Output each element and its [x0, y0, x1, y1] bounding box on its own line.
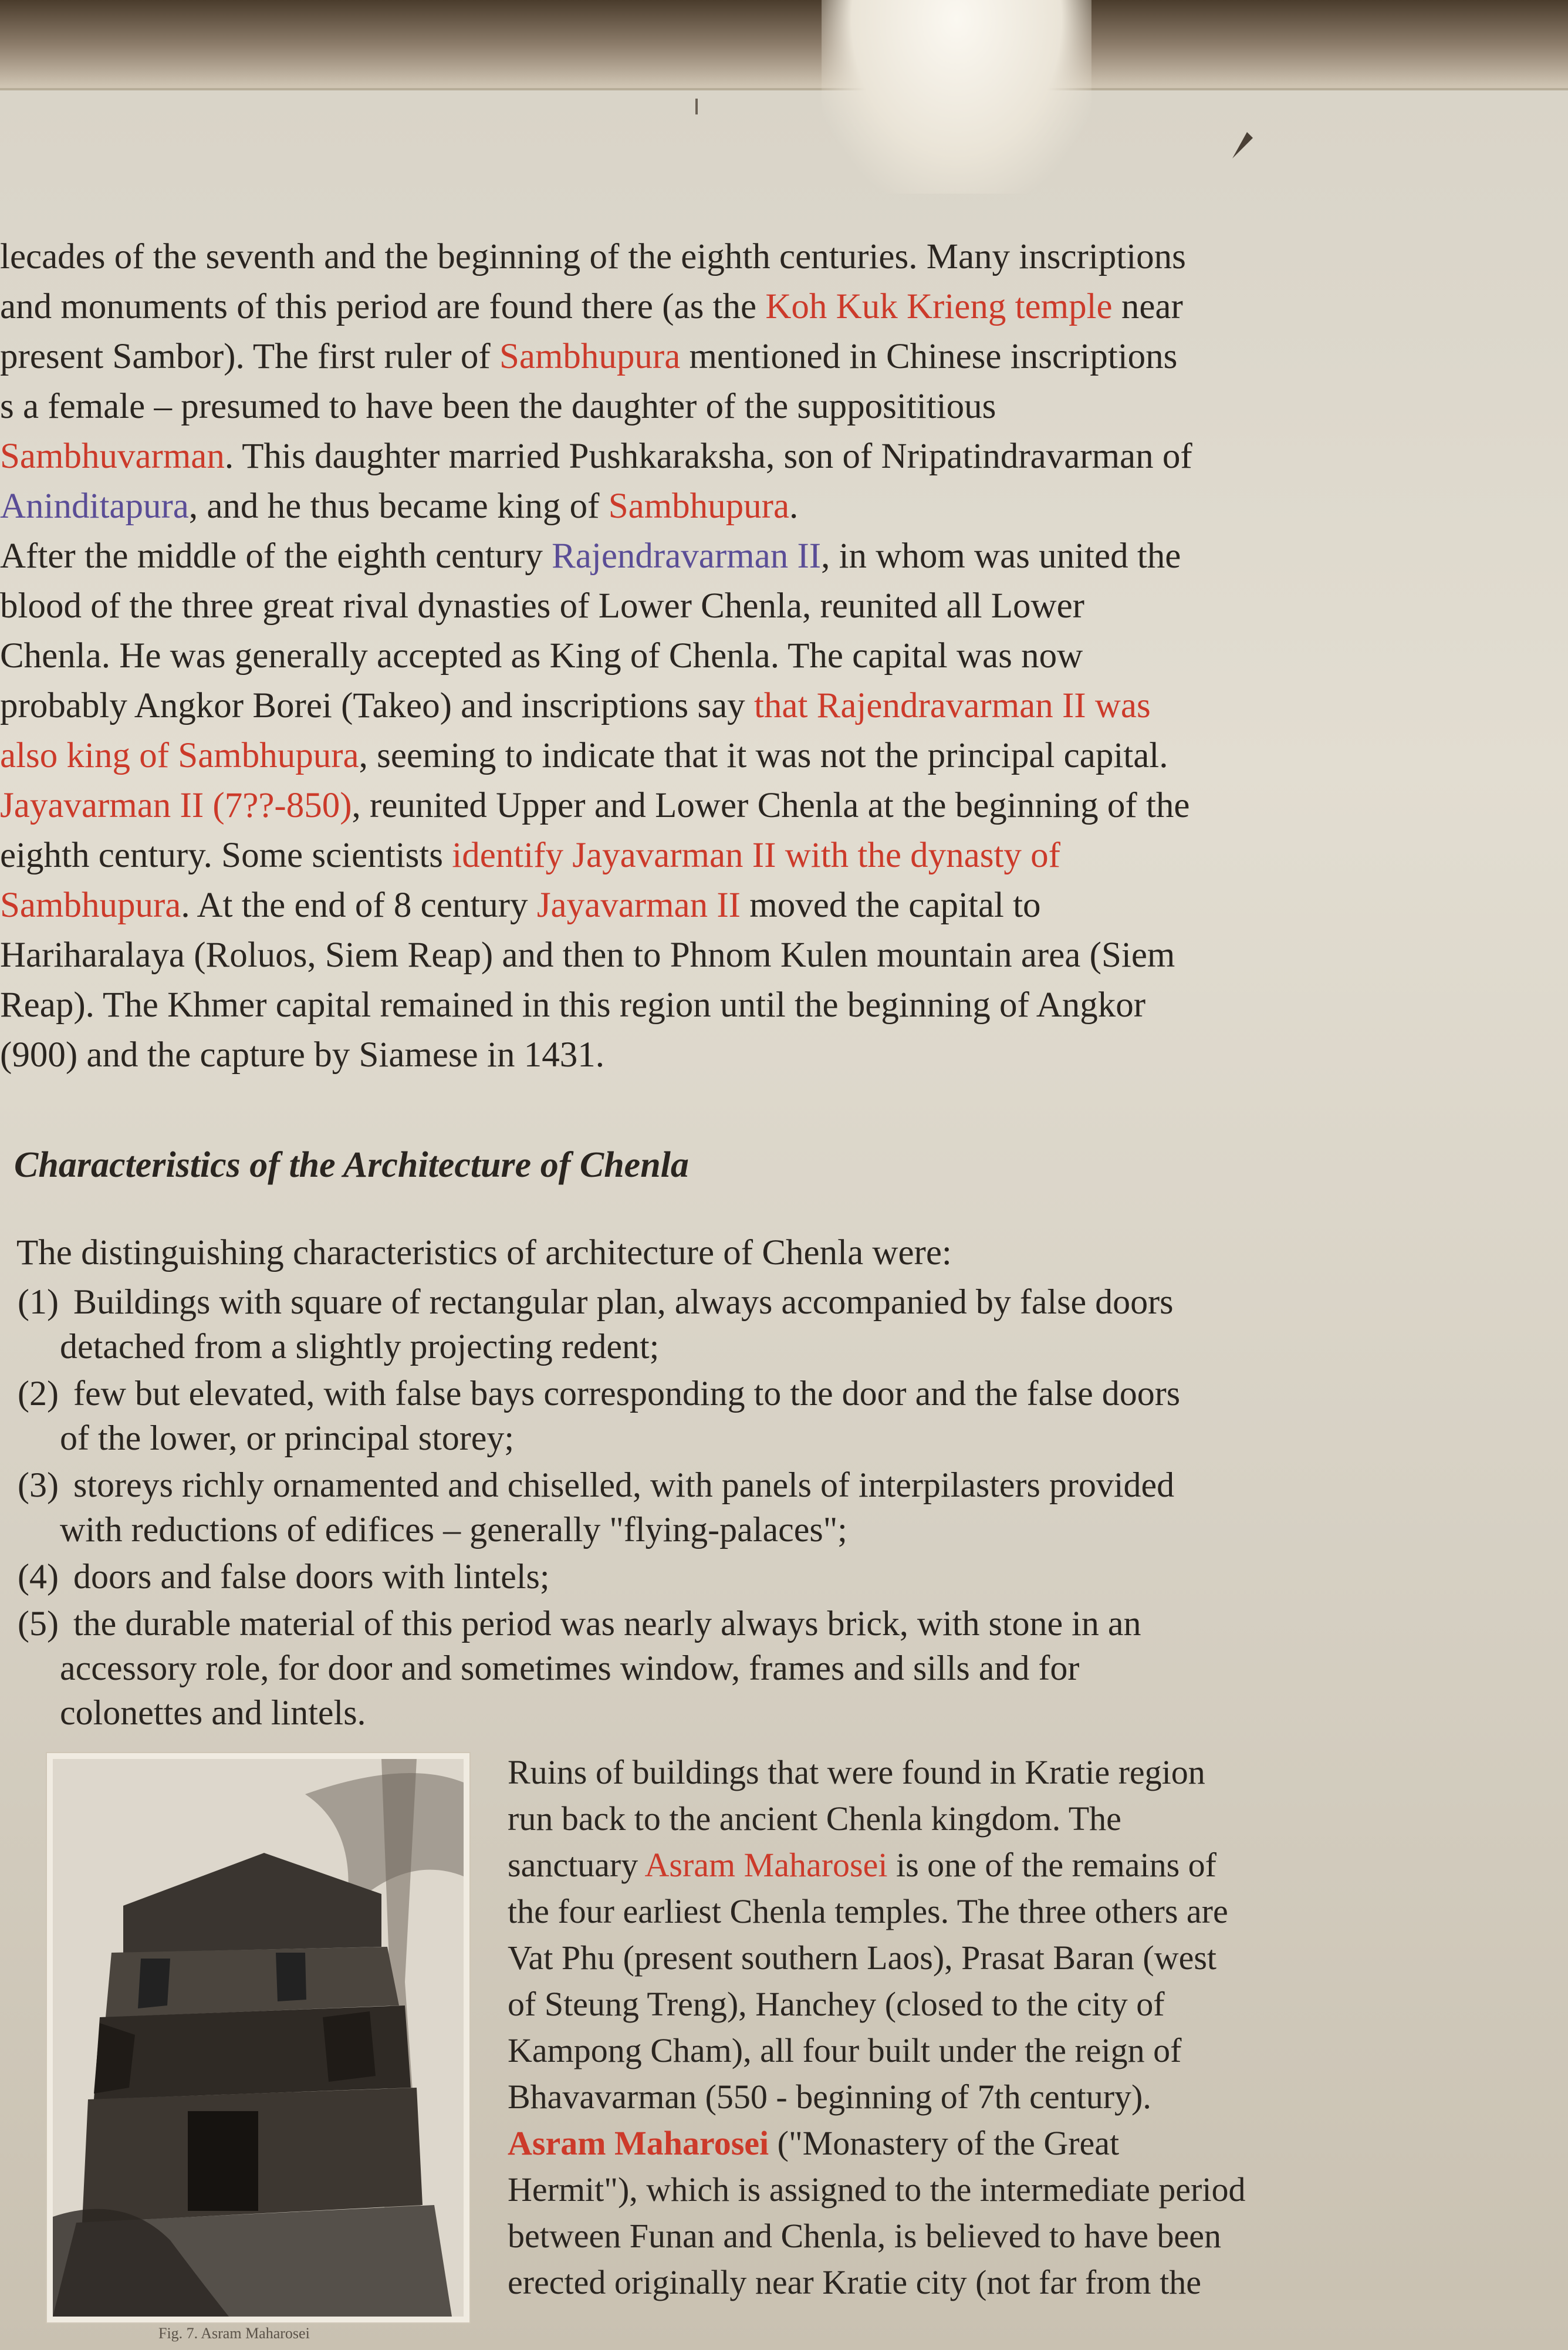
text-line — [0, 880, 1502, 930]
text-segment: , seeming to indicate that it was not the principal capital. — [359, 736, 1168, 775]
highlighted-term: identify Jayavarman II with the dynasty of — [452, 836, 1060, 875]
list-item-line — [18, 1416, 1532, 1460]
text-segment: ("Monastery of the Great — [769, 2124, 1120, 2162]
text-line — [0, 830, 1502, 880]
list-text: the durable material of this period was nearly always brick, with stone in an — [73, 1604, 1141, 1643]
text-line — [508, 2074, 1540, 2120]
highlighted-term: Asram Maharosei — [508, 2124, 769, 2162]
text-line — [0, 431, 1502, 481]
text-segment: is one of the remains of — [887, 1846, 1216, 1884]
list-item-line — [18, 1279, 1532, 1324]
scratch-marks — [0, 0, 1568, 194]
list-item-line — [18, 1646, 1532, 1690]
text-segment: , reunited Upper and Lower Chenla at the beginning of the — [352, 786, 1190, 825]
text-line — [0, 1030, 1502, 1080]
list-text: Buildings with square of rectangular plan, always accompanied by false doors — [73, 1282, 1174, 1321]
text-segment: Kampong Cham), all four built under the reign of — [508, 2031, 1182, 2069]
list-number: (1) — [18, 1282, 59, 1321]
text-line — [0, 930, 1502, 980]
highlighted-term: that Rajendravarman II was — [753, 686, 1151, 725]
highlighted-term: Aninditapura — [0, 487, 189, 526]
list-text: storeys richly ornamented and chiselled, with panels of interpilasters provided — [73, 1466, 1175, 1504]
photo-caption: Fig. 7. Asram Maharosei — [158, 2325, 310, 2342]
text-segment: between Funan and Chenla, is believed to have been — [508, 2217, 1221, 2255]
temple-photo — [46, 1752, 471, 2324]
text-line — [508, 1981, 1540, 2027]
list-number: (3) — [18, 1466, 59, 1504]
text-segment: mentioned in Chinese inscriptions — [680, 337, 1178, 376]
list-text: few but elevated, with false bays corresponding to the door and the false doors — [73, 1374, 1181, 1413]
text-segment: erected originally near Kratie city (not far from the — [508, 2263, 1202, 2301]
text-segment: sanctuary — [508, 1846, 645, 1884]
text-segment: . At the end of 8 century — [181, 886, 537, 925]
list-text: of the lower, or principal storey; — [60, 1419, 515, 1457]
highlighted-term: Asram Maharosei — [644, 1846, 888, 1884]
list-number: (4) — [18, 1557, 59, 1596]
text-line — [508, 1842, 1540, 1888]
list-item — [18, 1279, 1532, 1369]
text-segment: lecades of the seventh and the beginning of the eighth centuries. Many inscriptions — [0, 237, 1186, 276]
text-line — [508, 2213, 1540, 2259]
list-text: detached from a slightly projecting redent; — [60, 1327, 660, 1366]
list-number: (2) — [18, 1374, 59, 1413]
text-segment: After the middle of the eighth century — [0, 536, 552, 576]
text-line — [0, 731, 1502, 781]
text-segment: and monuments of this period are found there (as the — [0, 287, 766, 326]
highlighted-term: Rajendravarman II — [552, 536, 822, 576]
highlighted-term: also king of Sambhupura — [0, 736, 359, 775]
text-segment: s a female – presumed to have been the daughter of the supposititious — [0, 387, 996, 426]
text-line — [508, 2259, 1540, 2305]
list-item — [18, 1371, 1532, 1460]
text-line — [0, 980, 1502, 1030]
text-line — [508, 2166, 1540, 2213]
history-paragraph — [0, 232, 1502, 1080]
characteristics-list — [18, 1279, 1532, 1737]
highlighted-term: Sambhupura — [499, 337, 681, 376]
text-segment: . This daughter married Pushkaraksha, son of Nripatindravarman of — [224, 437, 1192, 476]
highlighted-term: Sambhupura — [0, 886, 181, 925]
highlighted-term: Jayavarman II — [536, 886, 741, 925]
list-item-line — [18, 1324, 1532, 1369]
text-segment: eighth century. Some scientists — [0, 836, 452, 875]
highlighted-term: Jayavarman II (7??-850) — [0, 786, 352, 825]
list-number: (5) — [18, 1604, 59, 1643]
text-line — [0, 581, 1502, 631]
list-item — [18, 1554, 1532, 1599]
text-line — [0, 232, 1502, 282]
list-text: colonettes and lintels. — [60, 1693, 366, 1732]
text-segment: Hariharalaya (Roluos, Siem Reap) and then to Phnom Kulen mountain area (Siem — [0, 936, 1175, 975]
list-item — [18, 1463, 1532, 1552]
text-line — [0, 531, 1502, 581]
text-segment: Ruins of buildings that were found in Kratie region — [508, 1753, 1205, 1791]
text-segment: Hermit"), which is assigned to the intermediate period — [508, 2170, 1246, 2209]
list-text: accessory role, for door and sometimes window, frames and sills and for — [60, 1649, 1080, 1687]
asram-maharosei-description — [508, 1749, 1540, 2305]
highlighted-term: Sambhupura — [608, 487, 790, 526]
list-item-line — [18, 1554, 1532, 1599]
text-line — [0, 681, 1502, 731]
highlighted-term: Sambhuvarman — [0, 437, 225, 476]
text-segment: run back to the ancient Chenla kingdom. The — [508, 1799, 1121, 1838]
text-segment: near — [1112, 287, 1183, 326]
list-item-line — [18, 1507, 1532, 1552]
text-segment: . — [789, 487, 799, 526]
list-text: doors and false doors with lintels; — [73, 1557, 550, 1596]
text-line — [0, 631, 1502, 681]
text-segment: Reap). The Khmer capital remained in this region until the beginning of Angkor — [0, 985, 1146, 1025]
text-segment: of Steung Treng), Hanchey (closed to the city of — [508, 1985, 1165, 2023]
list-text: with reductions of edifices – generally "flying-palaces"; — [60, 1510, 847, 1549]
section-heading: Characteristics of the Architecture of Chenla — [14, 1145, 689, 1185]
text-line — [0, 781, 1502, 830]
list-item-line — [18, 1463, 1532, 1507]
list-item-line — [18, 1690, 1532, 1735]
text-line — [0, 332, 1502, 381]
text-line — [508, 1888, 1540, 1934]
text-segment: Vat Phu (present southern Laos), Prasat Baran (west — [508, 1939, 1217, 1977]
highlighted-term: Koh Kuk Krieng temple — [765, 287, 1113, 326]
text-segment: Chenla. He was generally accepted as King of Chenla. The capital was now — [0, 636, 1083, 676]
text-segment: moved the capital to — [741, 886, 1041, 925]
text-segment: the four earliest Chenla temples. The three others are — [508, 1892, 1228, 1930]
list-item — [18, 1601, 1532, 1735]
text-segment: , in whom was united the — [821, 536, 1181, 576]
text-segment: , and he thus became king of — [188, 487, 609, 526]
text-line — [508, 2027, 1540, 2074]
text-line — [508, 1749, 1540, 1795]
text-line — [508, 1934, 1540, 1981]
text-segment: present Sambor). The first ruler of — [0, 337, 499, 376]
text-segment: blood of the three great rival dynasties of Lower Chenla, reunited all Lower — [0, 586, 1084, 626]
temple-ruin-photo-icon — [53, 1759, 464, 2317]
text-line — [0, 282, 1502, 332]
list-item-line — [18, 1601, 1532, 1646]
text-line — [0, 381, 1502, 431]
text-line — [508, 2120, 1540, 2166]
section-intro: The distinguishing characteristics of architecture of Chenla were: — [16, 1233, 952, 1272]
text-line — [0, 481, 1502, 531]
text-segment: Bhavavarman (550 - beginning of 7th century). — [508, 2078, 1151, 2116]
list-item-line — [18, 1371, 1532, 1416]
text-segment: probably Angkor Borei (Takeo) and inscriptions say — [0, 686, 754, 725]
text-line — [508, 1795, 1540, 1842]
text-segment: (900) and the capture by Siamese in 1431. — [0, 1035, 604, 1075]
